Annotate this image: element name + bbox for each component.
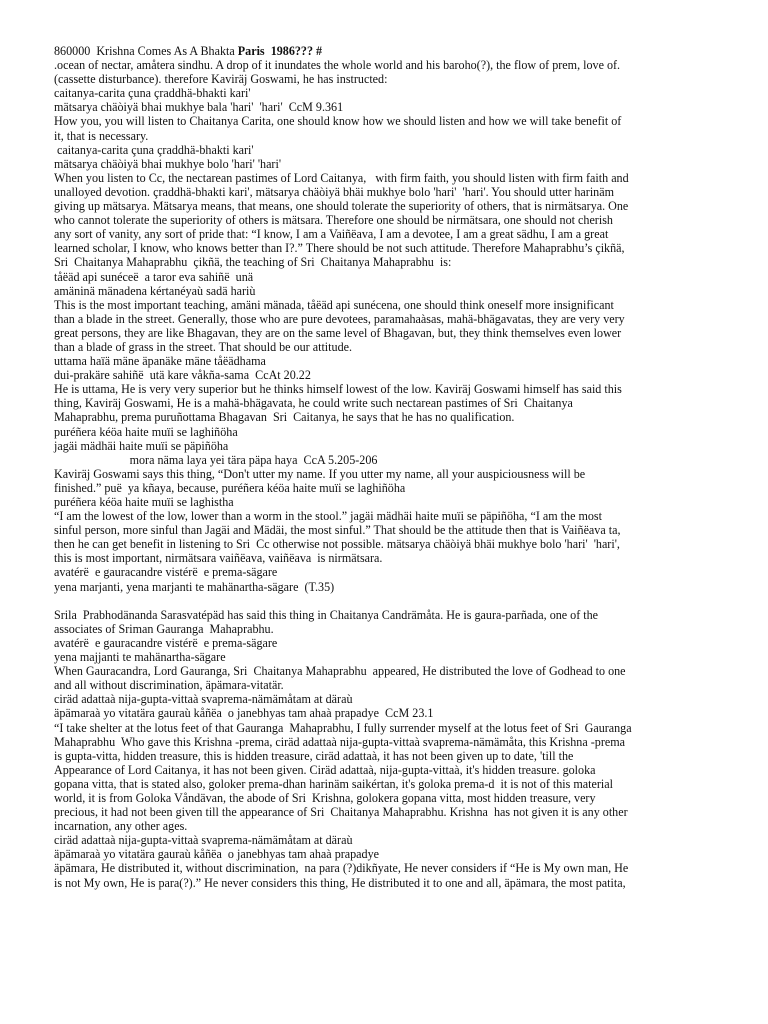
text-line: dui-prakäre sahiñë utä kare våkña-sama CcAt 20.22 bbox=[54, 368, 311, 383]
text-line: When Gauracandra, Lord Gauranga, Sri Chaitanya Mahaprabhu appeared, He distributed the love of Godhead to one bbox=[54, 664, 626, 679]
text-line: ciräd adattaà nija-gupta-vittaà svaprema-nämämåtam at däraù bbox=[54, 692, 353, 707]
text-line: äpämaraà yo vitatära gauraù kåñëa o janebhyas tam ahaà prapadye bbox=[54, 847, 380, 862]
text-line: Srila Prabhodänanda Sarasvatépäd has said this thing in Chaitanya Candrämåta. He is gaura-parñada, one of the bbox=[54, 607, 599, 622]
text-line: and all without discrimination, äpämara-vitatär. bbox=[54, 678, 284, 693]
text-line: Sri Chaitanya Mahaprabhu çikñä, the teaching of Sri Chaitanya Mahaprabhu is: bbox=[54, 255, 452, 270]
text-line: world, it is from Goloka Våndävan, the abode of Sri Krishna, golokera gopana vitta, most hidden treasure, very bbox=[54, 790, 596, 805]
header-title: Krishna Comes As A Bhakta bbox=[96, 44, 235, 58]
text-line: Mahaprabhu, prema puruñottama Bhagavan Sri Caitanya, he says that he has no qualification. bbox=[54, 410, 515, 425]
text-line: who cannot tolerate the superiority of others is mätsara. Therefore one should be nirmätsara, one should not cherish bbox=[54, 213, 613, 228]
text-line: How you, you will listen to Chaitanya Carita, one should know how we should listen and how we will take benefit of bbox=[54, 114, 622, 129]
text-line: this is most important, nirmätsara vaiñëava, vaiñëava is nirmätsara. bbox=[54, 551, 383, 566]
text-line: äpämara, He distributed it, without discrimination, na para (?)dikñyate, He never considers if “He is My own man, He bbox=[54, 861, 629, 876]
text-line: amäninä mänadena kértanéyaù sadä hariù bbox=[54, 283, 256, 298]
text-line bbox=[54, 594, 714, 608]
text-line: mätsarya chäòiyä bhai mukhye bolo 'hari' 'hari' bbox=[54, 156, 281, 171]
text-line: incarnation, any other ages. bbox=[54, 819, 188, 834]
document-page bbox=[54, 44, 714, 890]
text-line: uttama haïä mäne äpanäke mäne tåëädhama bbox=[54, 354, 266, 369]
text-line: great persons, they are like Bhagavan, they are on the same level of Bhagavan, but, they think themselves even lower bbox=[54, 325, 622, 340]
text-line: äpämaraà yo vitatära gauraù kåñëa o janebhyas tam ahaà prapadye CcM 23.1 bbox=[54, 706, 434, 721]
text-line: yena majjanti te mahänartha-sägare bbox=[54, 650, 226, 665]
text-line: This is the most important teaching, amäni mänada, tåëäd api sunécena, one should think oneself more insignificant bbox=[54, 297, 614, 312]
text-line: thing, Kaviräj Goswami, He is a mahä-bhägavata, he could write such nectarean pastimes of Sri Chaitanya bbox=[54, 396, 573, 411]
text-line: tåëäd api sunéceë a taror eva sahiñë unä bbox=[54, 269, 254, 284]
header-code: 860000 bbox=[54, 44, 91, 58]
text-line: puréñera kéöa haite muïi se laghiñöha bbox=[54, 424, 238, 439]
text-line: caitanya-carita çuna çraddhä-bhakti kari' bbox=[54, 142, 254, 157]
text-line: mora näma laya yei tära päpa haya CcA 5.205-206 bbox=[54, 452, 378, 467]
text-line: giving up mätsarya. Mätsarya means, that means, one should tolerate the superiority of others, that is nirmätsarya. One bbox=[54, 199, 629, 214]
text-line: precious, it had not been given till the appearance of Sri Chaitanya Mahaprabhu. Krishna has not given it is any other bbox=[54, 805, 628, 820]
text-line: yena marjanti, yena marjanti te mahänartha-sägare (T.35) bbox=[54, 579, 335, 594]
text-line: mätsarya chäòiyä bhai mukhye bala 'hari' 'hari' CcM 9.361 bbox=[54, 100, 344, 115]
header-place: Paris bbox=[237, 44, 265, 58]
document-body bbox=[54, 58, 714, 890]
text-line: associates of Sriman Gauranga Mahaprabhu. bbox=[54, 621, 274, 636]
text-line: unalloyed devotion. çraddhä-bhakti kari', mätsarya chäòiyä bhäi mukhye bolo 'hari' 'hari'. You should utter harinäm bbox=[54, 184, 615, 199]
text-line: “I take shelter at the lotus feet of that Gauranga Mahaprabhu, I fully surrender myself at the lotus feet of Sri Gauranga bbox=[54, 720, 632, 735]
text-line: gopana vitta, that is stated also, goloker prema-dhan harinäm saikértan, it's goloka prema-d it is not of this material bbox=[54, 776, 614, 791]
text-line: finished.” puë ya kñaya, because, puréñera kéöa haite muïi se laghiñöha bbox=[54, 480, 406, 495]
text-line: ciräd adattaà nija-gupta-vittaà svaprema-nämämåtam at däraù bbox=[54, 833, 353, 848]
header-year: 1986??? # bbox=[270, 44, 323, 58]
text-line: When you listen to Cc, the nectarean pastimes of Lord Caitanya, with firm faith, you should listen with firm faith and bbox=[54, 170, 629, 185]
text-line: than a blade in the street. Generally, those who are pure devotees, paramahaàsas, mahä-bhägavatas, they are very very bbox=[54, 311, 625, 326]
document-header bbox=[54, 44, 714, 58]
text-line: it, that is necessary. bbox=[54, 128, 149, 143]
text-line: avatérë e gauracandre vistérë e prema-sägare bbox=[54, 565, 278, 580]
text-line: than a blade of grass in the street. That should be our attitude. bbox=[54, 339, 353, 354]
text-line: puréñera kéöa haite muïi se laghistha bbox=[54, 495, 234, 509]
text-line: caitanya-carita çuna çraddhä-bhakti kari' bbox=[54, 86, 251, 101]
text-line: any sort of vanity, any sort of pride that: “I know, I am a Vaiñëava, I am a devotee, I am a great sädhu, I am a great bbox=[54, 227, 609, 242]
text-line: is not My own, He is para(?).” He never considers this thing, He distributed it to one and all, äpämara, the most patita, bbox=[54, 875, 626, 890]
text-line: avatérë e gauracandre vistérë e prema-sägare bbox=[54, 635, 278, 650]
text-line: He is uttama, He is very very superior but he thinks himself lowest of the low. Kaviräj Goswami himself has said this bbox=[54, 382, 622, 397]
text-line: .ocean of nectar, amåtera sindhu. A drop of it inundates the whole world and his baroho(?), the flow of prem, love of. bbox=[54, 58, 621, 73]
text-line: Appearance of Lord Caitanya, it has not been given. Ciräd adattaà, nija-gupta-vittaà, it's hidden treasure. goloka bbox=[54, 762, 596, 777]
text-line: “I am the lowest of the low, lower than a worm in the stool.” jagäi mädhäi haite muïi se päpiñöha, “I am the most bbox=[54, 509, 602, 524]
text-line: learned scholar, I know, who knows better than I?.” There should be not such attitude. Therefore Mahaprabhu’s çikñä, bbox=[54, 241, 625, 256]
text-line: then he can get benefit in listening to Sri Cc otherwise not possible. mätsarya chäòiyä bhäi mukhye bolo 'hari' 'hari', bbox=[54, 537, 620, 552]
text-line: is gupta-vitta, hidden treasure, this is hidden treasure, ciräd adattaà, it has not been given up to date, 'till the bbox=[54, 748, 574, 763]
text-line: Kaviräj Goswami says this thing, “Don't utter my name. If you utter my name, all your auspiciousness will be bbox=[54, 466, 586, 481]
text-line: (cassette disturbance). therefore Kaviräj Goswami, he has instructed: bbox=[54, 72, 388, 87]
text-line: Mahaprabhu Who gave this Krishna -prema, ciräd adattaà nija-gupta-vittaà svaprema-nämämåta, this Krishna -prema bbox=[54, 734, 625, 749]
text-line: sinful person, more sinful than Jagäi and Mädäi, the most sinful.” That should be the attitude then that is Vaiñëava ta, bbox=[54, 523, 621, 538]
text-line: jagäi mädhäi haite muïi se päpiñöha bbox=[54, 438, 229, 453]
